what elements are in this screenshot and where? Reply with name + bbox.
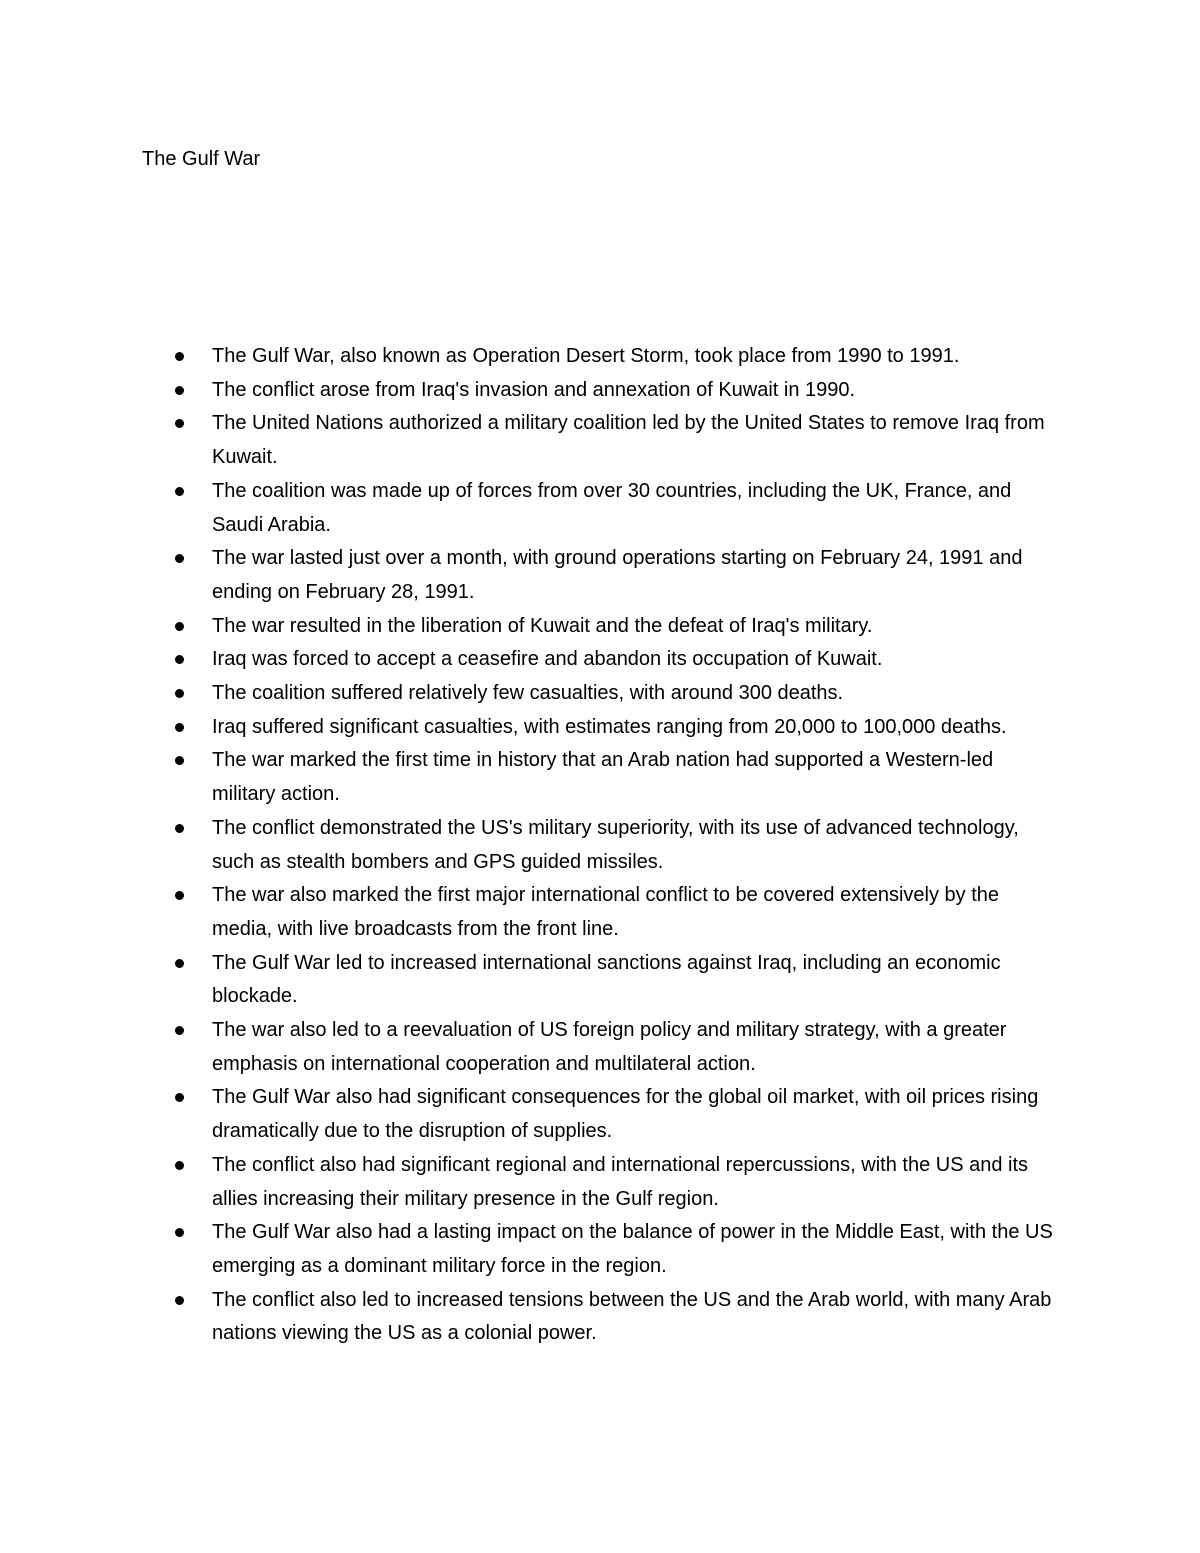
bullet-list (0, 340, 1200, 1351)
bullet-icon (175, 1296, 184, 1305)
list-item (0, 610, 1062, 644)
list-item (0, 879, 1062, 946)
bullet-icon (175, 756, 184, 765)
bullet-icon (175, 1026, 184, 1035)
list-item-text: The conflict also led to increased tensions between the US and the Arab world, with many Arab nations viewing the US as a colonial power. (212, 1288, 1052, 1345)
list-item (0, 340, 1062, 374)
list-item (0, 1014, 1062, 1081)
list-item (0, 711, 1062, 745)
list-item (0, 1284, 1062, 1351)
list-item-text: The conflict arose from Iraq's invasion and annexation of Kuwait in 1990. (212, 378, 856, 401)
bullet-icon (175, 554, 184, 563)
list-item (0, 812, 1062, 879)
bullet-icon (175, 386, 184, 395)
bullet-icon (175, 655, 184, 664)
bullet-icon (175, 689, 184, 698)
list-item (0, 947, 1062, 1014)
list-item (0, 1149, 1062, 1216)
list-item-text: The conflict also had significant regional and international repercussions, with the US and its allies increasing their military presence in the Gulf region. (212, 1153, 1029, 1210)
list-item (0, 744, 1062, 811)
bullet-icon (175, 419, 184, 428)
list-item-text: The war also led to a reevaluation of US foreign policy and military strategy, with a greater emphasis on international cooperation and multilateral action. (212, 1019, 1007, 1075)
bullet-icon (175, 1161, 184, 1170)
list-item-text: The war also marked the first major international conflict to be covered extensively by the media, with live broadcasts from the front line. (212, 884, 1000, 940)
list-item (0, 542, 1062, 609)
bullet-icon (175, 622, 184, 631)
list-item-text: The war lasted just over a month, with ground operations starting on February 24, 1991 and ending on February 28, 1991. (212, 547, 1023, 603)
list-item (0, 1216, 1062, 1283)
list-item-text: Iraq was forced to accept a ceasefire and abandon its occupation of Kuwait. (212, 648, 883, 671)
list-item (0, 677, 1062, 711)
bullet-icon (175, 487, 184, 496)
list-item (0, 643, 1062, 677)
list-item-text: The United Nations authorized a military coalition led by the United States to remove Iraq from Kuwait. (212, 412, 1045, 469)
list-item-text: The war marked the first time in history that an Arab nation had supported a Western-led military action. (212, 749, 994, 806)
bullet-icon (175, 352, 184, 361)
list-item-text: The Gulf War also had a lasting impact on the balance of power in the Middle East, with the US emerging as a dominant military force in the region. (212, 1221, 1053, 1277)
page-title: The Gulf War (142, 148, 261, 170)
list-item (0, 475, 1062, 542)
list-item-text: The coalition suffered relatively few casualties, with around 300 deaths. (212, 682, 844, 705)
list-item-text: The conflict demonstrated the US's military superiority, with its use of advanced technology, such as stealth bombers and GPS guided missiles. (212, 816, 1019, 873)
list-item-text: The war resulted in the liberation of Kuwait and the defeat of Iraq's military. (212, 614, 873, 637)
list-item (0, 1081, 1062, 1148)
bullet-icon (175, 959, 184, 968)
list-item-text: The coalition was made up of forces from over 30 countries, including the UK, France, and Saudi Arabia. (212, 479, 1012, 536)
bullet-icon (175, 1228, 184, 1237)
bullet-icon (175, 824, 184, 833)
list-item (0, 374, 1062, 408)
list-item-text: The Gulf War also had significant consequences for the global oil market, with oil prices rising dramatically due to the disruption of supplies. (212, 1086, 1039, 1143)
list-item (0, 407, 1062, 474)
list-item-text: The Gulf War, also known as Operation Desert Storm, took place from 1990 to 1991. (212, 345, 960, 367)
bullet-icon (175, 723, 184, 732)
list-item-text: Iraq suffered significant casualties, with estimates ranging from 20,000 to 100,000 deaths. (212, 715, 1007, 738)
bullet-icon (175, 891, 184, 900)
bullet-icon (175, 1093, 184, 1102)
list-item-text: The Gulf War led to increased international sanctions against Iraq, including an economic blockade. (212, 951, 1001, 1008)
